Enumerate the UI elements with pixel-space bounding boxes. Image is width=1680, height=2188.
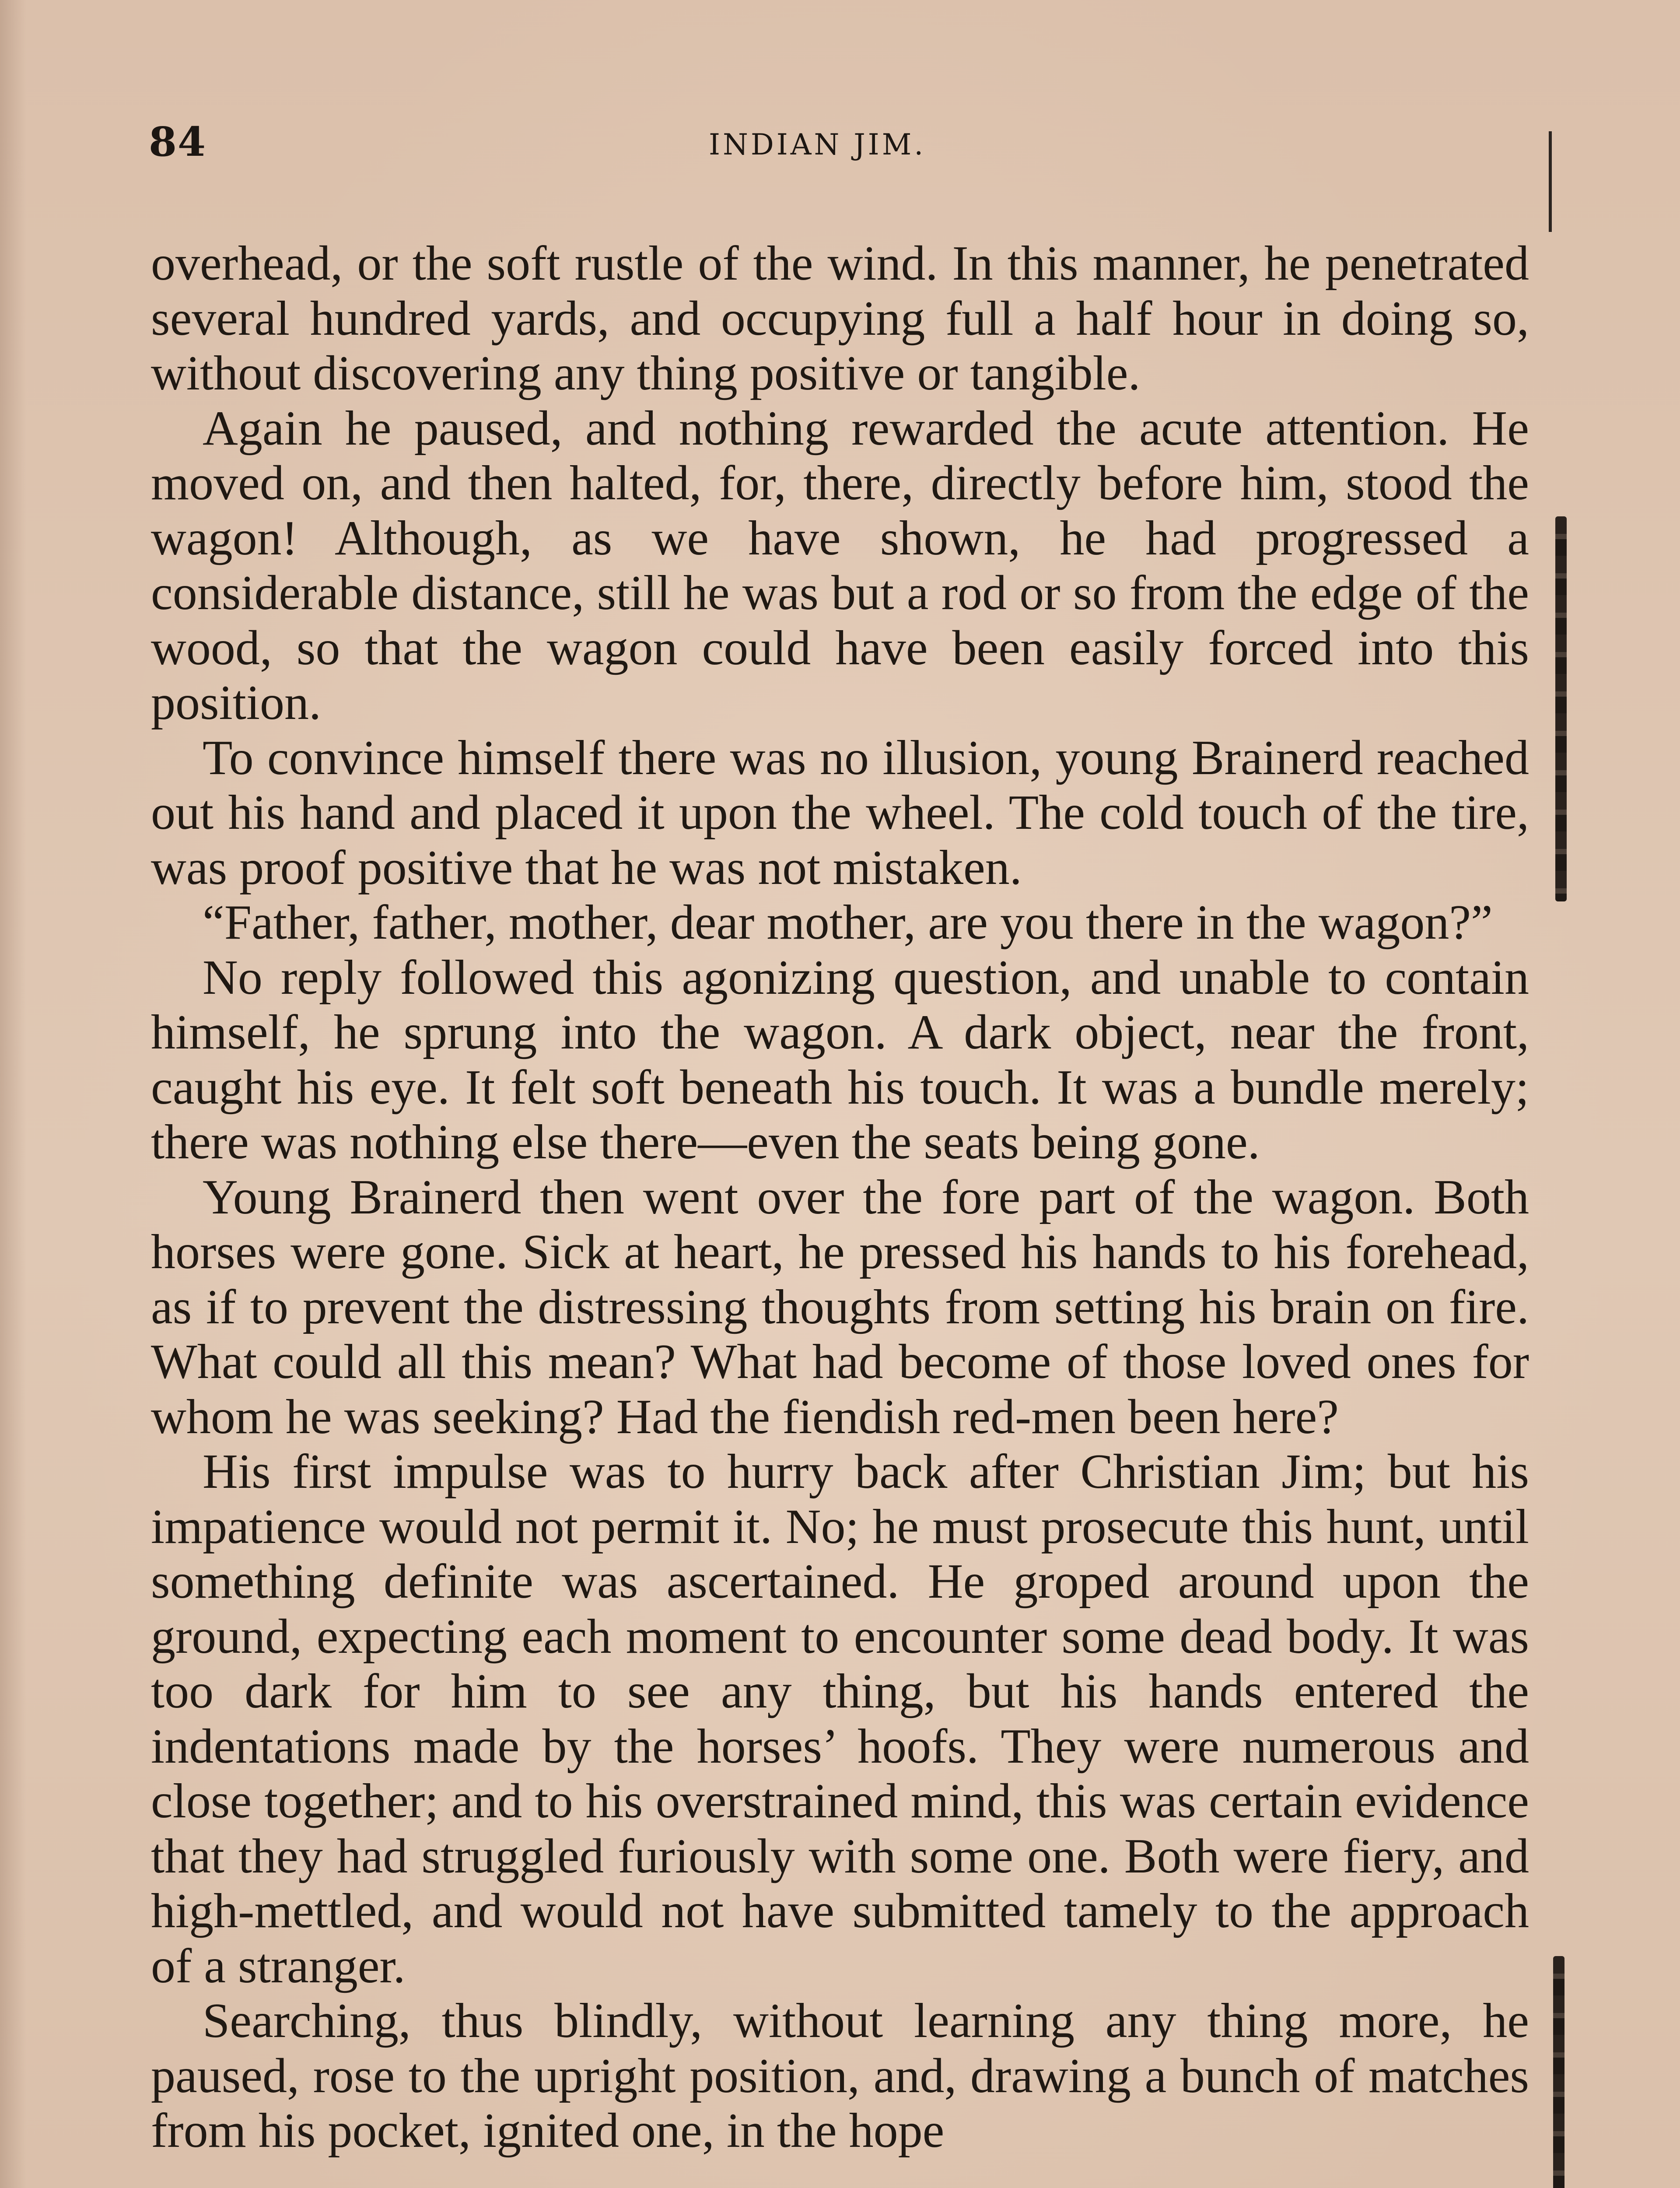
- margin-rule: [1549, 131, 1552, 232]
- paragraph: “Father, father, mother, dear mother, are you there in the wagon?”: [203, 895, 1493, 950]
- paragraph: Searching, thus blindly, without learning any thing more, he paused, rose to the upright position, and, drawing a bunch of matches from his pocket, ignited one, in the hope: [151, 1994, 1529, 2158]
- paragraph: No reply followed this agonizing question, and unable to contain himself, he sprung into the wagon. A dark object, near the front, caught his eye. It felt soft beneath his touch. It was a bundle merely; there was nothing else there—even the seats being gone.: [151, 950, 1529, 1169]
- page-edge-shadow: [0, 0, 26, 2188]
- paragraph: overhead, or the soft rustle of the wind. In this manner, he penetrated several hundred yards, and occupying full a half hour in doing so, without discovering any thing positive or tangible.: [151, 236, 1529, 400]
- margin-mark: [1555, 516, 1567, 901]
- paragraph: To convince himself there was no illusion, young Brainerd reached out his hand and placed it upon the wheel. The cold touch of the tire, was proof positive that he was not mistaken.: [151, 730, 1529, 895]
- paragraph: Young Brainerd then went over the fore part of the wagon. Both horses were gone. Sick at heart, he pressed his hands to his forehead, as if to prevent the distressing thoughts from setting his brain on fire. What could all this mean? What had become of those loved ones for whom he was seeking? Had the fiendish red-men been here?: [151, 1170, 1529, 1444]
- running-head: [149, 118, 1531, 179]
- paragraph: His first impulse was to hurry back after Christian Jim; but his impatience would not permit it. No; he must prosecute this hunt, until something definite was ascertained. He groped around upon the ground, expecting each moment to encounter some dead body. It was too dark for him to see any thing, but his hands entered the indentations made by the horses’ hoofs. They were numerous and close together; and to his overstrained mind, this was certain evidence that they had struggled furiously with some one. Both were fiery, and high-mettled, and would not have submitted tamely to the approach of a stranger.: [151, 1445, 1529, 1993]
- paragraph: Again he paused, and nothing rewarded the acute attention. He moved on, and then halted, for, there, directly before him, stood the wagon! Although, as we have shown, he had progressed a considerable distance, still he was but a rod or so from the edge of the wood, so that the wagon could have been easily forced into this position.: [151, 401, 1529, 730]
- running-title: INDIAN JIM.: [709, 128, 926, 161]
- page-number: 84: [149, 118, 207, 165]
- margin-mark: [1553, 1956, 1564, 2188]
- body-text: [151, 236, 1529, 2159]
